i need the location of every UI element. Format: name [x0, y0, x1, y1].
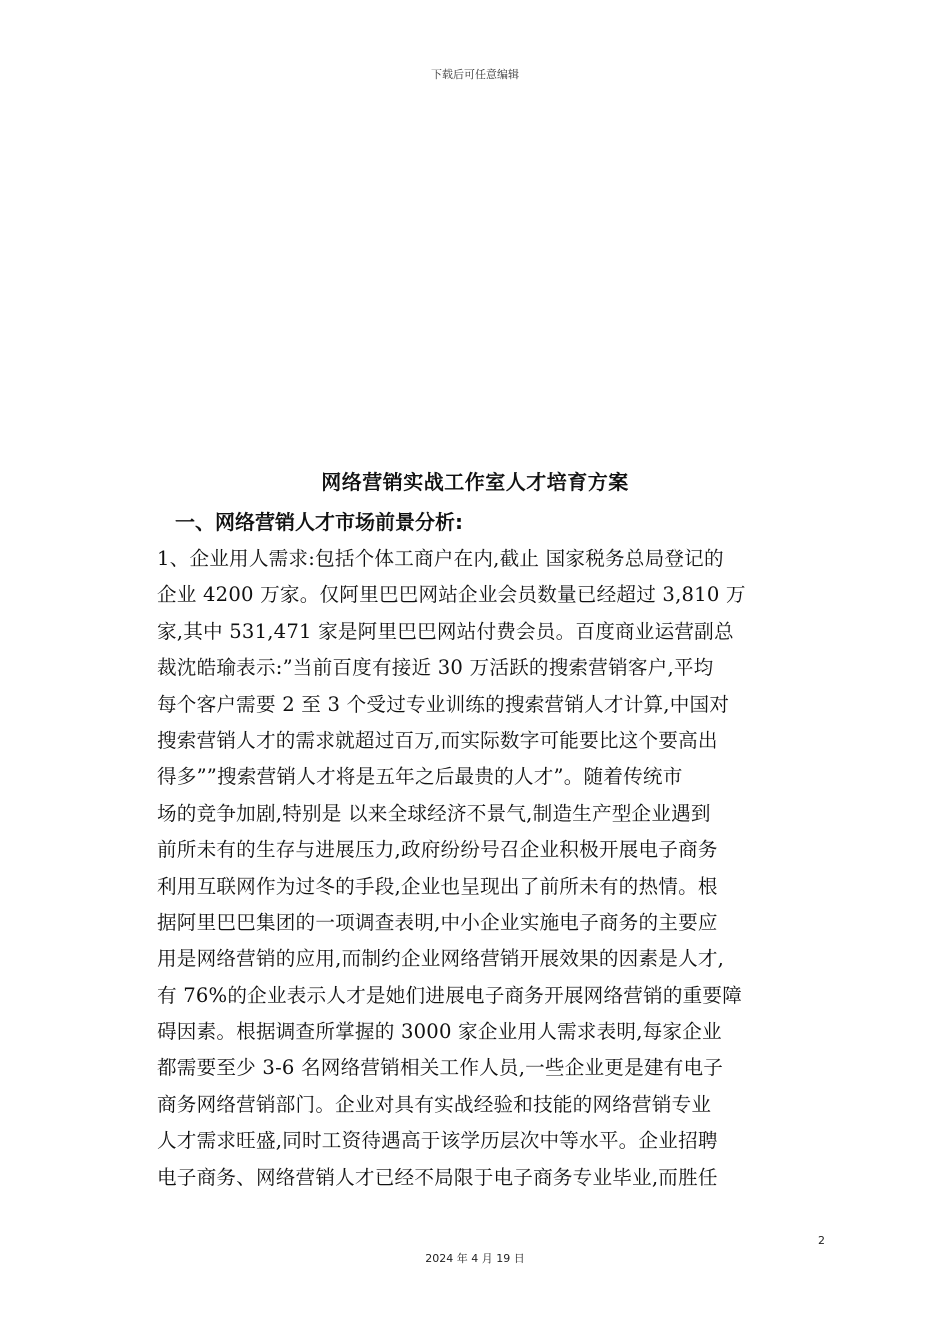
page-number: 2 — [818, 1234, 825, 1247]
body-line: 碍因素。根据调查所掌握的 3000 家企业用人需求表明,每家企业 — [157, 1020, 722, 1044]
body-line: 前所未有的生存与进展压力,政府纷纷号召企业积极开展电子商务 — [157, 838, 718, 862]
body-line: 家,其中 531,471 家是阿里巴巴网站付费会员。百度商业运营副总 — [157, 619, 734, 643]
body-line: 利用互联网作为过冬的手段,企业也呈现出了前所未有的热情。根 — [157, 874, 718, 898]
body-paragraph — [157, 544, 837, 1199]
section-heading: 一、网络营销人才市场前景分析: — [175, 510, 463, 534]
body-line: 每个客户需要 2 至 3 个受过专业训练的搜索营销人才计算,中国对 — [157, 692, 730, 716]
body-line: 企业 4200 万家。仅阿里巴巴网站企业会员数量已经超过 3,810 万 — [157, 583, 746, 607]
body-line: 人才需求旺盛,同时工资待遇高于该学历层次中等水平。企业招聘 — [157, 1129, 718, 1153]
body-line: 电子商务、网络营销人才已经不局限于电子商务专业毕业,而胜任 — [157, 1165, 718, 1189]
body-line: 场的竞争加剧,特别是 以来全球经济不景气,制造生产型企业遇到 — [157, 801, 711, 825]
body-line: 搜索营销人才的需求就超过百万,而实际数字可能要比这个要高出 — [157, 728, 718, 752]
footer-date: 2024 年 4 月 19 日 — [425, 1252, 525, 1265]
body-line: 都需要至少 3-6 名网络营销相关工作人员,一些企业更是建有电子 — [157, 1056, 724, 1080]
body-line: 有 76%的企业表示人才是她们进展电子商务开展网络营销的重要障 — [157, 983, 743, 1007]
body-line: 商务网络营销部门。企业对具有实战经验和技能的网络营销专业 — [157, 1092, 712, 1116]
body-line: 据阿里巴巴集团的一项调查表明,中小企业实施电子商务的主要应 — [157, 910, 718, 934]
body-line: 得多””搜索营销人才将是五年之后最贵的人才”。随着传统市 — [157, 765, 683, 789]
body-line: 裁沈皓瑜表示:”当前百度有接近 30 万活跃的搜索营销客户,平均 — [157, 656, 714, 680]
body-line: 用是网络营销的应用,而制约企业网络营销开展效果的因素是人才, — [157, 947, 725, 971]
body-line: 1、企业用人需求:包括个体工商户在内,截止 国家税务总局登记的 — [157, 547, 724, 570]
header-note: 下载后可任意编辑 — [431, 68, 519, 81]
document-title: 网络营销实战工作室人才培育方案 — [321, 470, 629, 494]
